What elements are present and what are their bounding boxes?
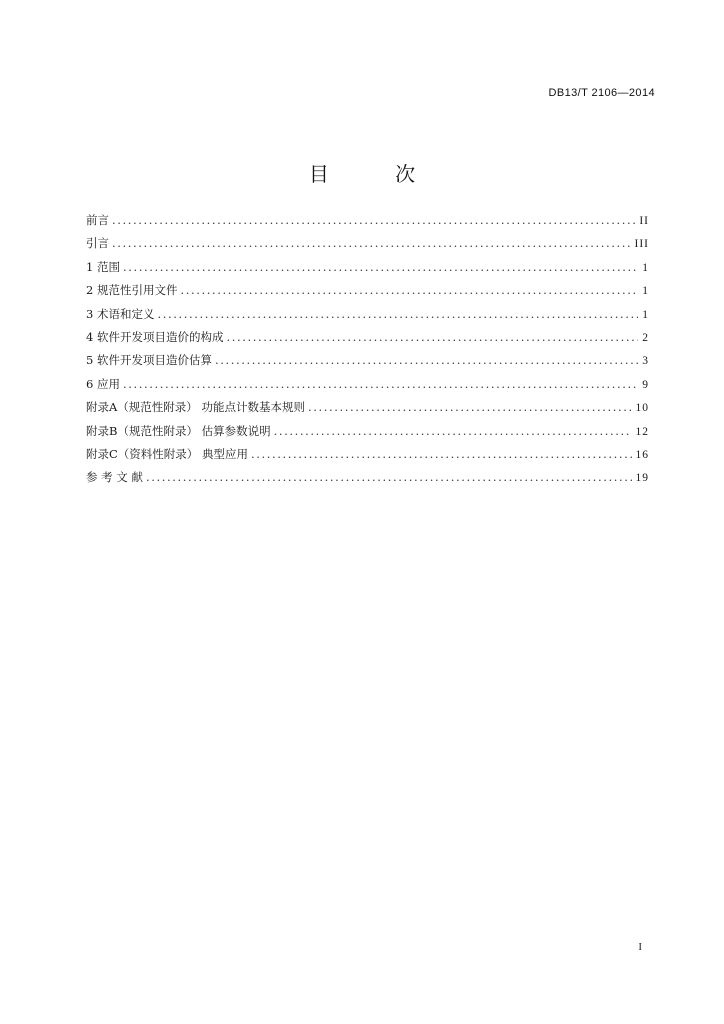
toc-entry-page: 1 (642, 308, 649, 321)
toc-dot-leader (157, 307, 638, 321)
toc-entry-foreword[interactable] (86, 212, 649, 235)
toc-entry-page: 2 (642, 331, 649, 344)
toc-dot-leader (123, 377, 638, 391)
toc-entry-normative-references[interactable] (86, 282, 649, 305)
toc-entry-scope[interactable] (86, 259, 649, 282)
toc-entry-page: 1 (642, 285, 649, 298)
toc-entry-page: 1 (642, 261, 649, 274)
toc-entry-page: III (634, 238, 649, 251)
toc-entry-page: 10 (635, 402, 649, 415)
toc-dot-leader (112, 236, 631, 250)
toc-entry-label: 前言 (86, 213, 109, 227)
toc-entry-page: 16 (635, 448, 649, 461)
toc-entry-label: 1 范围 (86, 259, 120, 274)
document-code: DB13/T 2106—2014 (548, 87, 655, 99)
toc-entry-appendix-c[interactable] (86, 446, 649, 469)
toc-dot-leader (226, 330, 638, 344)
toc-entry-terms-definitions[interactable] (86, 306, 649, 329)
toc-entry-page: II (639, 215, 649, 227)
toc-entry-label: 附录A（规范性附录） 功能点计数基本规则 (86, 400, 305, 415)
toc-entry-label: 6 应用 (86, 376, 120, 391)
toc-dot-leader (274, 424, 632, 438)
toc-entry-label: 附录B（规范性附录） 估算参数说明 (86, 423, 271, 438)
toc-dot-leader (123, 260, 638, 274)
toc-title: 目 次 (308, 162, 446, 186)
toc-entry-bibliography[interactable] (86, 469, 649, 492)
toc-entry-page: 9 (642, 378, 649, 391)
toc-entry-appendix-b[interactable] (86, 423, 649, 446)
toc-dot-leader (215, 353, 638, 367)
toc-entry-appendix-a[interactable] (86, 399, 649, 422)
toc-entry-label: 3 术语和定义 (86, 306, 155, 321)
toc-entry-application[interactable] (86, 376, 649, 399)
toc-entry-label: 5 软件开发项目造价估算 (86, 353, 212, 368)
table-of-contents (86, 212, 649, 493)
toc-entry-label: 引言 (86, 236, 109, 251)
toc-dot-leader (251, 447, 632, 461)
toc-entry-page: 19 (635, 472, 649, 485)
page-number: I (638, 941, 642, 953)
toc-entry-cost-composition[interactable] (86, 329, 649, 352)
toc-dot-leader (112, 213, 635, 227)
toc-entry-page: 12 (635, 425, 649, 438)
toc-entry-label: 参 考 文 献 (86, 470, 143, 485)
toc-entry-page: 3 (642, 355, 649, 368)
toc-entry-introduction[interactable] (86, 235, 649, 258)
toc-entry-label: 2 规范性引用文件 (86, 283, 178, 298)
toc-dot-leader (180, 283, 638, 297)
toc-entry-cost-estimation[interactable] (86, 352, 649, 375)
toc-entry-label: 4 软件开发项目造价的构成 (86, 329, 224, 344)
toc-entry-label: 附录C（资料性附录） 典型应用 (86, 446, 248, 461)
toc-dot-leader (308, 400, 632, 414)
toc-dot-leader (146, 470, 632, 484)
